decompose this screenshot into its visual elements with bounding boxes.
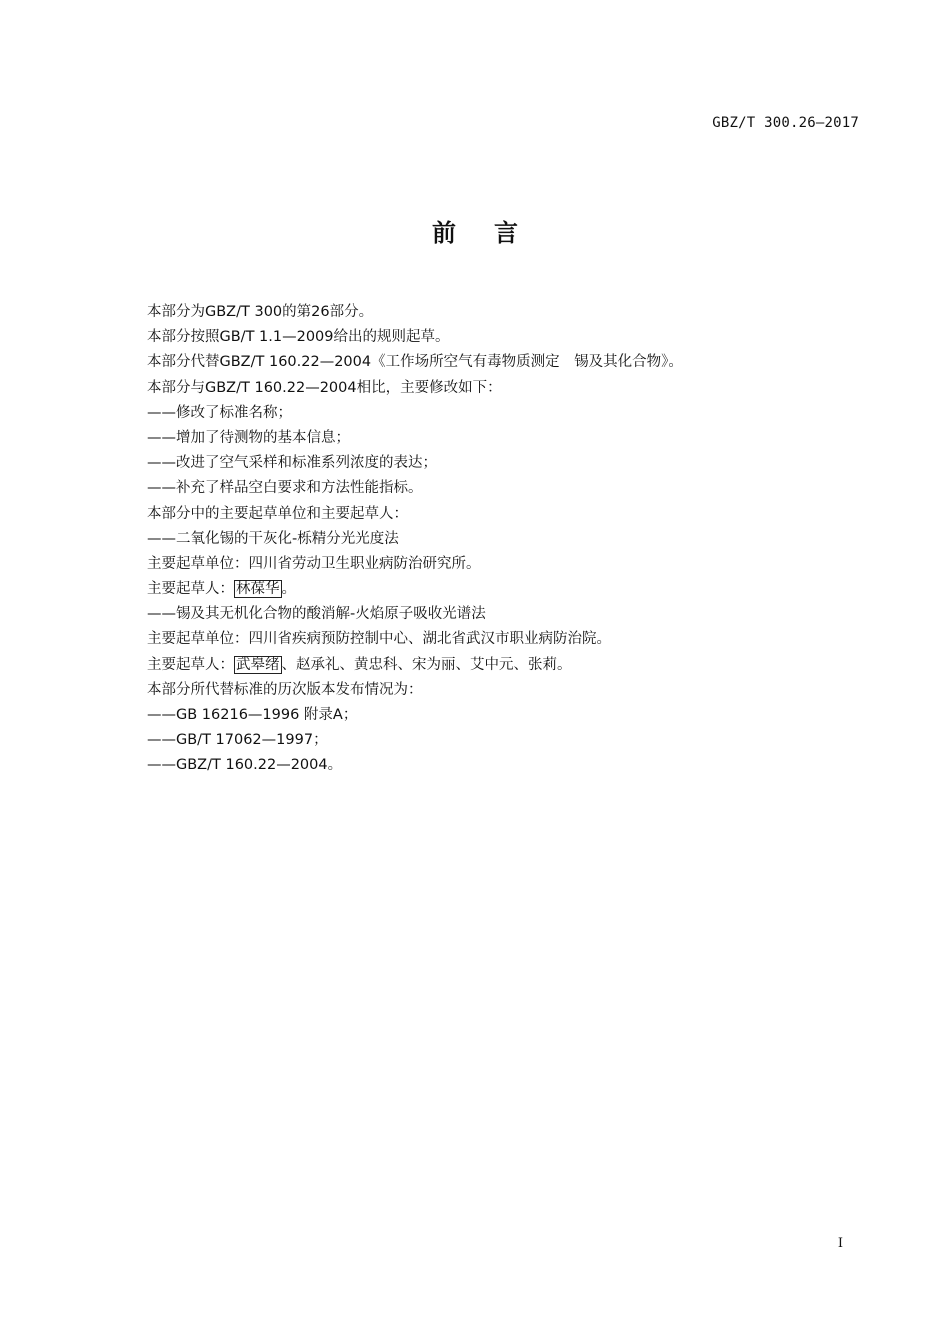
list-item: ——GBZ/T 160.22—2004。 xyxy=(147,757,343,774)
method-heading: ——二氧化锡的干灰化-栎精分光光度法 xyxy=(147,530,399,547)
drafting-unit: 主要起草单位：四川省劳动卫生职业病防治研究所。 xyxy=(147,555,481,572)
text-line: 本部分所代替标准的历次版本发布情况为： xyxy=(147,681,423,698)
drafters-suffix: 、赵承礼、黄忠科、宋为丽、艾中元、张莉。 xyxy=(281,656,572,673)
list-item: ——补充了样品空白要求和方法性能指标。 xyxy=(147,480,423,497)
text-line: 本部分为GBZ/T 300的第26部分。 xyxy=(147,304,374,320)
text-line: 本部分按照GB/T 1.1—2009给出的规则起草。 xyxy=(147,329,450,346)
page-title: 前言 xyxy=(432,219,556,247)
drafters-label: 主要起草人： xyxy=(147,656,234,673)
highlighted-name: 林葆华 xyxy=(236,581,280,598)
list-item: ——增加了待测物的基本信息； xyxy=(147,429,350,446)
list-item: ——改进了空气采样和标准系列浓度的表达； xyxy=(147,455,437,472)
drafters-label: 主要起草人： xyxy=(147,581,234,598)
drafters-line xyxy=(147,578,867,603)
text-line: 本部分与GBZ/T 160.22—2004相比，主要修改如下： xyxy=(147,379,502,396)
list-item: ——GB/T 17062—1997； xyxy=(147,732,328,749)
method-heading: ——锡及其无机化合物的酸消解-火焰原子吸收光谱法 xyxy=(147,606,486,623)
text-line: 本部分中的主要起草单位和主要起草人： xyxy=(147,505,408,522)
drafters-line xyxy=(147,654,867,679)
drafters-suffix: 。 xyxy=(281,581,296,598)
text-line: 本部分代替GBZ/T 160.22—2004《工作场所空气有毒物质测定 锡及其化合物》。 xyxy=(147,354,683,371)
document-code: GBZ/T 300.26—2017 xyxy=(712,115,859,131)
page-number: I xyxy=(837,1236,843,1251)
list-item: ——修改了标准名称； xyxy=(147,404,292,421)
drafting-unit: 主要起草单位：四川省疾病预防控制中心、湖北省武汉市职业病防治院。 xyxy=(147,631,611,648)
list-item: ——GB 16216—1996 附录A； xyxy=(147,707,358,723)
foreword-body xyxy=(147,301,867,780)
highlighted-name: 武皋绪 xyxy=(236,656,280,673)
